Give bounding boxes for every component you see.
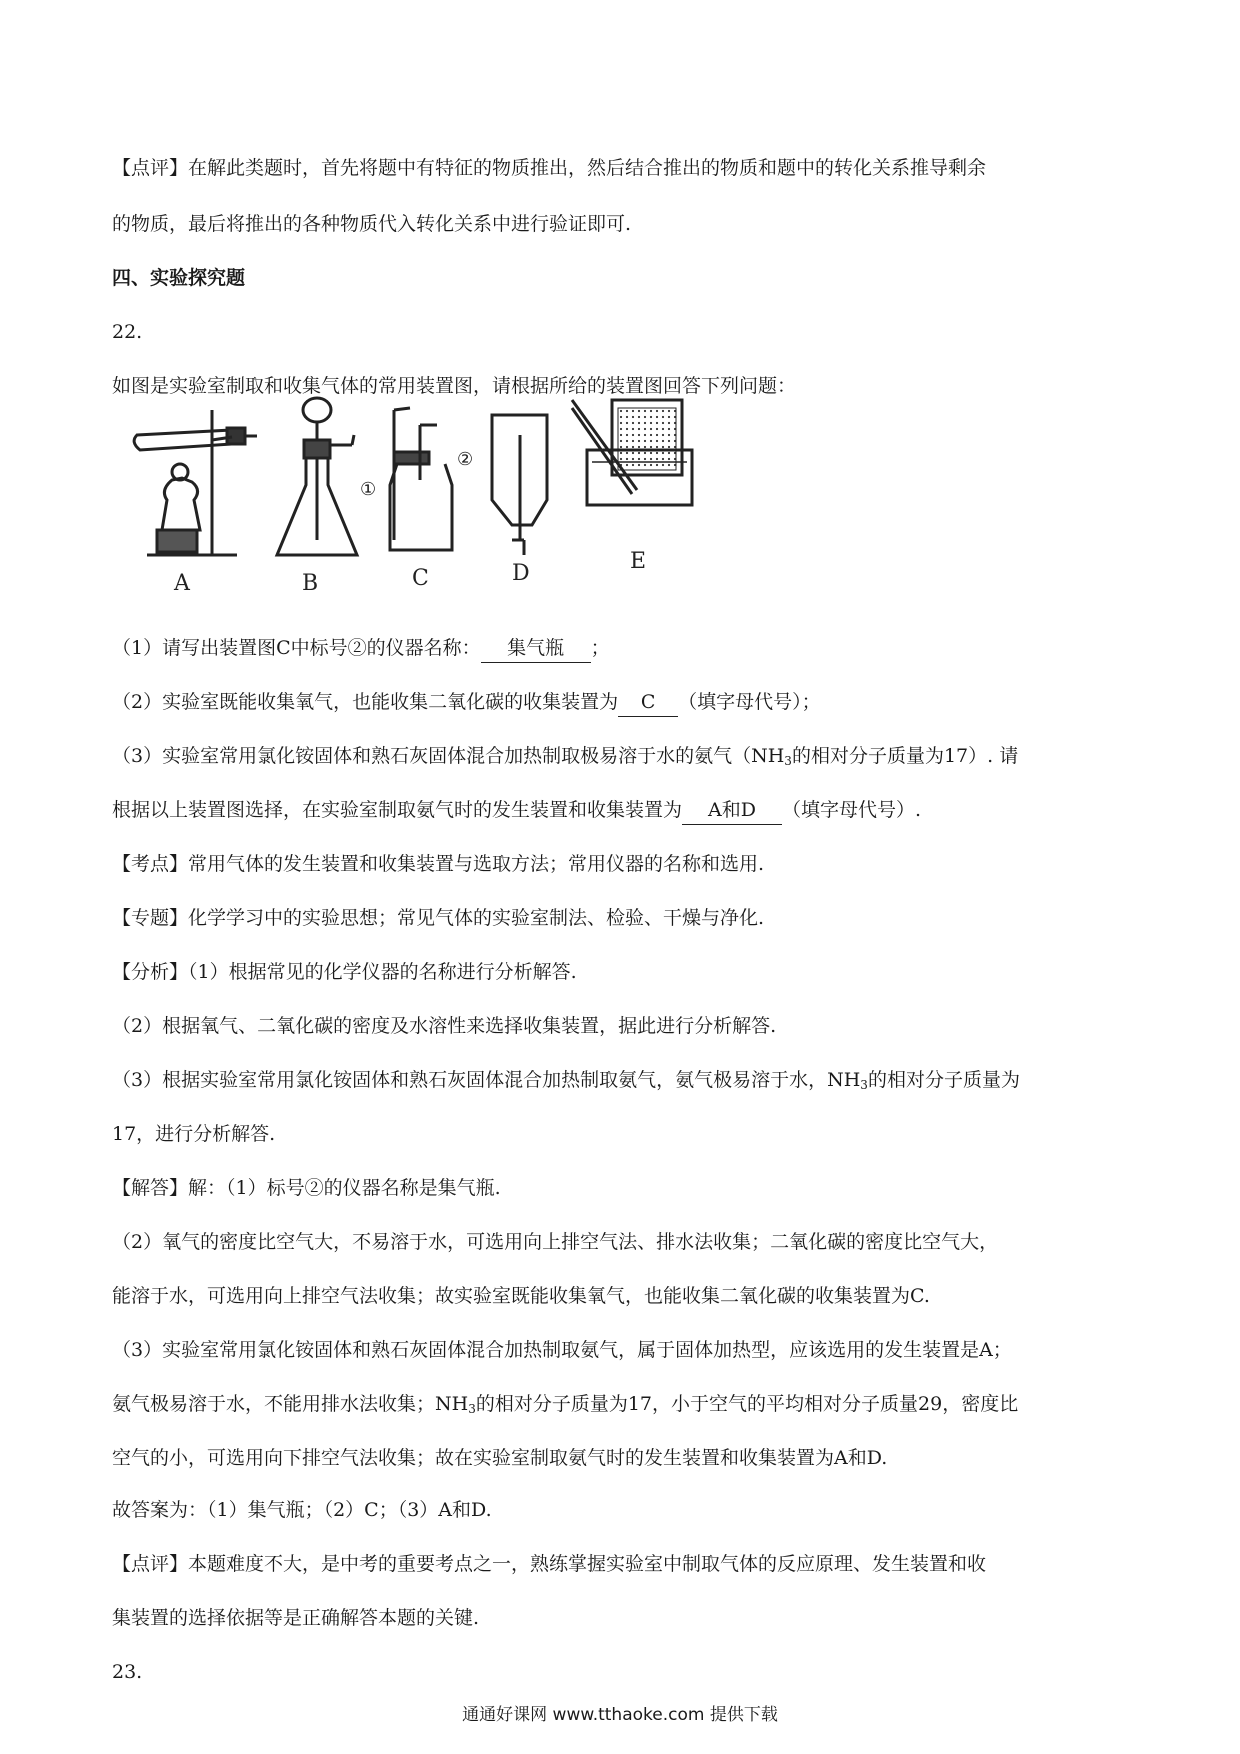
q2-answer: C [618, 688, 678, 717]
question-intro: 如图是实验室制取和收集气体的常用装置图，请根据所给的装置图回答下列问题： [112, 375, 797, 397]
comment-line-2: 的物质，最后将推出的各种物质代入转化关系中进行验证即可. [112, 213, 632, 235]
q2-line [112, 688, 821, 717]
jieda-line-5: 氨气极易溶于水，不能用排水法收集；$NH_3$的相对分子质量为17，小于空气的平均相对分子质量29，密度比 [112, 1393, 1019, 1416]
label-a: A [174, 571, 190, 596]
question-number: 22. [112, 321, 143, 343]
fenxi-line-4: 17，进行分析解答. [112, 1123, 276, 1145]
marker-2: ② [457, 449, 474, 470]
q1-post: ； [590, 637, 610, 659]
q1-answer: 集气瓶 [481, 634, 591, 663]
jieda-line-2: （2）氧气的密度比空气大，不易溶于水，可选用向上排空气法、排水法收集；二氧化碳的密度比空气大， [112, 1231, 999, 1253]
label-e: E [630, 549, 647, 574]
jieda-line-4: （3）实验室常用氯化铵固体和熟石灰固体混合加热制取氨气，属于固体加热型，应该选用的发生装置是A； [112, 1339, 1012, 1361]
dianping-line-2-wrap [112, 1604, 479, 1632]
q2-text: （2）实验室既能收集氧气，也能收集二氧化碳的收集装置为 [112, 691, 619, 713]
dianping-line-2: 集装置的选择依据等是正确解答本题的关键. [112, 1607, 480, 1629]
q3-answer: A和D [682, 796, 782, 825]
label-d: D [512, 561, 530, 586]
section-heading: 四、实验探究题 [112, 267, 246, 289]
q1-text: （1）请写出装置图C中标号②的仪器名称： [112, 637, 481, 659]
next-question-number: 23. [112, 1661, 143, 1683]
jieda-line-6: 空气的小，可选用向下排空气法收集；故在实验室制取氨气时的发生装置和收集装置为A和D. [112, 1447, 888, 1469]
dianping-line-1: 【点评】本题难度不大，是中考的重要考点之一，熟练掌握实验室中制取气体的反应原理、发生装置和收 [112, 1553, 987, 1575]
q3-line-1: （3）实验室常用氯化铵固体和熟石灰固体混合加热制取极易溶于水的氨气（$NH_3$的相对分子质量为17）. 请 [112, 745, 1019, 768]
apparatus-figure [132, 390, 762, 600]
q3-line-2: 根据以上装置图选择，在实验室制取氨气时的发生装置和收集装置为 A和D （填字母代号）. [112, 796, 921, 825]
apparatus-e-drawing [572, 400, 692, 505]
marker-1: ① [360, 479, 377, 500]
apparatus-d-drawing [492, 415, 547, 555]
fenxi-line-1: 【分析】（1）根据常见的化学仪器的名称进行分析解答. [112, 961, 577, 983]
jieda-line-3: 能溶于水，可选用向上排空气法收集；故实验室既能收集氧气，也能收集二氧化碳的收集装置为C. [112, 1285, 930, 1307]
fenxi-line-2: （2）根据氧气、二氧化碳的密度及水溶性来选择收集装置，据此进行分析解答. [112, 1015, 777, 1037]
jieda-line-1: 【解答】解：（1）标号②的仪器名称是集气瓶. [112, 1177, 501, 1199]
apparatus-b-drawing [277, 398, 357, 555]
q1-line [112, 634, 610, 663]
label-b: B [302, 571, 319, 596]
answer-summary: 故答案为：（1）集气瓶；（2）C；（3）A和D. [112, 1499, 492, 1521]
zhuanti: 【专题】化学学习中的实验思想；常见气体的实验室制法、检验、干燥与净化. [112, 907, 765, 929]
apparatus-a-drawing [134, 410, 257, 555]
q2-post: （填字母代号）； [678, 691, 821, 713]
footer-text: 通通好课网 www.tthaoke.com 提供下载 [462, 1705, 778, 1725]
apparatus-c-drawing [390, 408, 452, 550]
comment-line-1: 【点评】在解此类题时，首先将题中有特征的物质推出，然后结合推出的物质和题中的转化关系推导剩余 [112, 157, 987, 179]
label-c: C [412, 566, 429, 591]
fenxi-line-3: （3）根据实验室常用氯化铵固体和熟石灰固体混合加热制取氨气，氨气极易溶于水，$NH_3$的相对分子质量为 [112, 1069, 1020, 1092]
kaodian: 【考点】常用气体的发生装置和收集装置与选取方法；常用仪器的名称和选用. [112, 853, 765, 875]
